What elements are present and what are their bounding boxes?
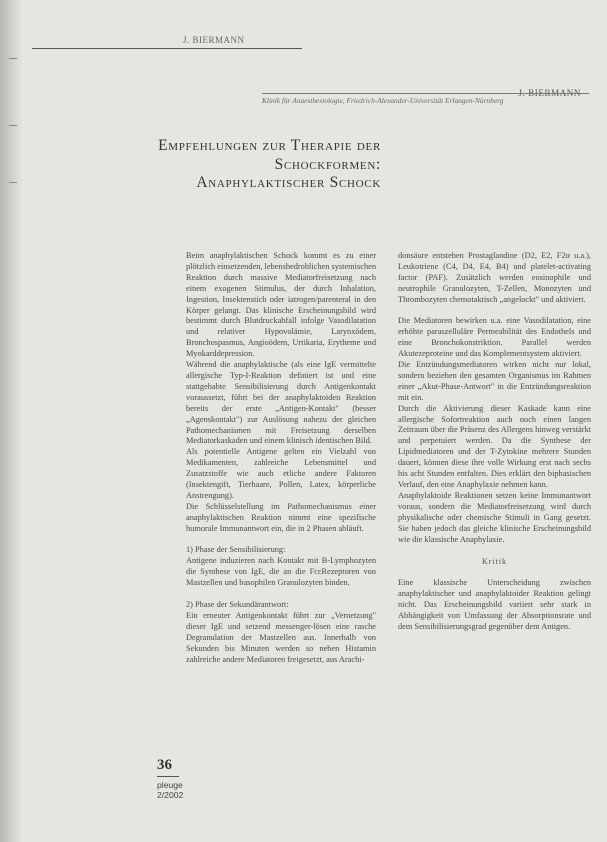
paragraph: Während die anaphylaktische (als eine IgE vermittelte allergische Typ-I-Reaktion definiert ist und eine stattgehabte Sensibilisierung durch Antigenkontakt voraussetzt, führt bei der anaphylaktoiden Reaktion bereits der erste „Antigen-Kontakt" (besser „Agenskontakt") zur Auslösung nahezu der gleichen Pathomechanismen mit Freisetzung derselben Mediatorkaskaden und einem klinisch identischen Bild. xyxy=(186,360,376,446)
margin-mark xyxy=(9,125,17,126)
title-line: Empfehlungen zur Therapie der xyxy=(158,137,381,154)
affiliation-rule xyxy=(262,93,589,94)
kritik-text: Eine klassische Unterscheidung zwischen anaphylaktischer und anaphylaktoider Reaktion gelingt nicht. Das Erscheinungsbild variiert sehr stark in Abhängigkeit von Umfassung der Absorptionsrate und dem Sensibilisierungsgrad gegenüber dem Antigen. xyxy=(398,578,591,631)
paragraph: Anaphylaktoide Reaktionen setzen keine Immunantwort voraus, sondern die Mediatorfreisetzung wird durch physikalische oder chemische Stimuli in Gang gesetzt. Sie haben jedoch das gleiche klinische Erscheinungsbild wie die klassische Anaphylaxie. xyxy=(398,490,591,544)
margin-mark xyxy=(9,58,17,59)
phase-1-text: Antigene induzieren nach Kontakt mit B-Lymphozyten die Synthese von IgE, die an die FcεRezeptoren von Mastzellen und basophilen Granulozyten binden. xyxy=(186,556,376,588)
paragraph: Die Entzündungsmediatoren wirken nicht nur lokal, sondern beziehen den gesamten Organismus im Rahmen einer „Akut-Phase-Antwort" in die Entzündungsreaktion mit ein. xyxy=(398,360,591,402)
journal-name: pleuge xyxy=(157,780,183,790)
phase-2-heading: 2) Phase der Sekundärantwort: xyxy=(186,599,289,609)
article-title xyxy=(158,137,381,193)
paragraph: Durch die Aktivierung dieser Kaskade kann eine allergische Sofortreaktion auch noch einen langen Zeitraum über die Präsenz des Allergens hinweg verstärkt und perpetuiert werden. Da die Synthese der Lipidmediatoren und der T-Zytokine mehrere Stunden dauert, können diese ihre volle Wirkung erst nach sechs bis acht Stunden entfalten. Dies erklärt den biphasischen Verlauf, den eine Anaphylaxie nehmen kann. xyxy=(398,403,591,490)
article-author: J. BIERMANN xyxy=(518,88,581,98)
section-heading-kritik: Kritik xyxy=(481,557,508,567)
paragraph: donsäure entstehen Prostaglandine (D2, E2, F2α u.a.), Leukotriene (C4, D4, E4, B4) und platelet-activating factor (PAF). Zusätzlich werden eosinophile und neutrophile Granulozyten, T-Zellen, Monozyten und Thrombozyten chemotaktisch „angelockt" und aktiviert. xyxy=(398,251,591,304)
paragraph: Beim anaphylaktischen Schock kommt es zu einer plötzlich einsetzenden, lebensbedrohlichen systemischen Reaktion durch massive Mediatorfreisetzung nach einem exogenen Stimulus, der durch Inhalation, Ingestion, Insektenstich oder iatrogen/parenteral in den Körper gelangt. Das klinische Erscheinungsbild wird bestimmt durch Blutdruckabfall infolge Vasodilatation und relativer Hypovolämie, Larynxödem, Bronchospasmus, Angioödem, Urtikaria, Erytheme und Myokarddepression. xyxy=(186,251,376,359)
paragraph: Als potentielle Antigene gelten ein Vielzahl von Medikamenten, zahlreiche Lebensmittel und Zusatzstoffe wie auch etliche andere Faktoren (Insektengift, Tierhaare, Pollen, Latex, körperliche Anstrengung). xyxy=(186,447,376,500)
right-text-column xyxy=(398,251,591,633)
paragraph: Die Schlüsselstellung im Pathomechanismus einer anaphylaktischen Reaktion nimmt eine spezifische humorale Immunantwort ein, die in 2 Phasen abläuft. xyxy=(186,501,376,533)
phase-2-text: Ein erneuter Antigenkontakt führt zur „Vernetzung" dieser IgE und setzend messenger-lösen eine rasche Degranulation der Mastzellen aus. Innerhalb von Sekunden bis Minuten werden so neben Histamin zahlreiche andere Mediatoren freigesetzt, aus Arachi- xyxy=(186,610,376,664)
paragraph: Die Mediatoren bewirken u.a. eine Vasodilatation, eine erhöhte paraszelluläre Permeabilität des Endothels und eine Bronchokonstriktion. Parallel werden Akutezeproteine und das Komplementsystem aktiviert. xyxy=(398,316,591,359)
page-number-rule xyxy=(157,776,179,777)
margin-mark xyxy=(9,182,17,183)
header-rule xyxy=(32,48,302,49)
page-number: 36 xyxy=(157,757,172,773)
journal-issue: 2/2002 xyxy=(157,789,184,800)
phase-1-heading: 1) Phase der Sensibilisierung: xyxy=(186,545,286,555)
left-text-column xyxy=(186,251,376,665)
title-line: Anaphylaktischer Schock xyxy=(196,174,381,191)
journal-info xyxy=(157,781,183,800)
title-line: Schockformen: xyxy=(274,155,381,173)
running-header-author: J. BIERMANN xyxy=(183,35,245,45)
author-affiliation: Klinik für Anaesthesiologie, Friedrich-Alexander-Universität Erlangen-Nürnberg xyxy=(262,96,504,105)
page-gutter-shadow xyxy=(0,0,22,842)
